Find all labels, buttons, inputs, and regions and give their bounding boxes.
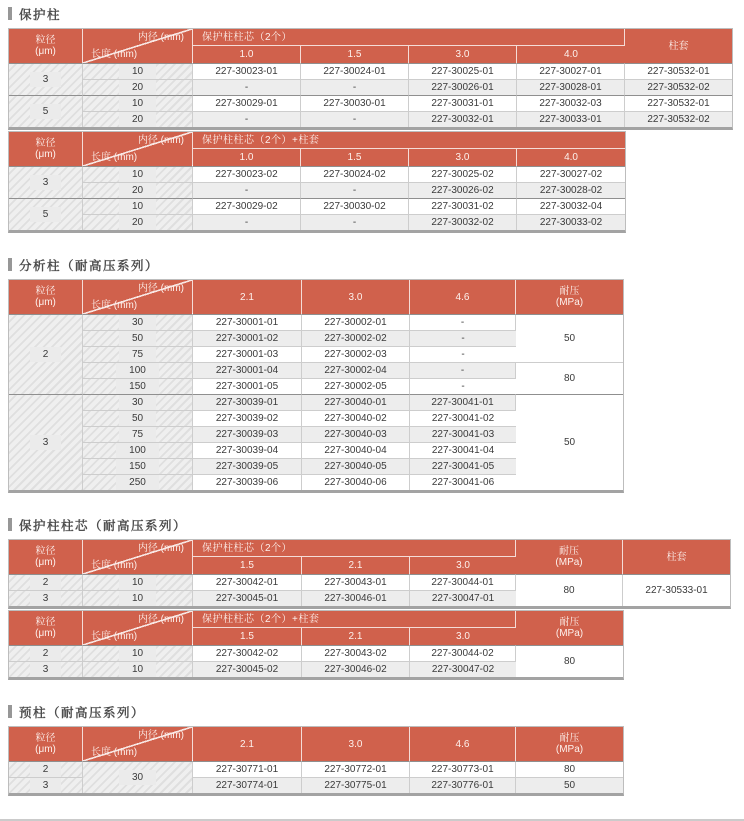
- header-row: [9, 727, 623, 761]
- part-number-cell: 227-30001-03: [193, 346, 302, 362]
- pressure-cell: 80: [516, 574, 623, 606]
- table-row: [9, 362, 623, 378]
- part-number-cell: -: [301, 79, 409, 95]
- section-title-text: 保护柱柱芯（耐高压系列）: [19, 517, 188, 533]
- size-header-cell: 3.0: [409, 46, 517, 63]
- particle-size-header: 粒径 (μm): [9, 132, 83, 166]
- part-number-cell: 227-30032-02: [409, 214, 517, 230]
- particle-size-header: 粒径 (μm): [9, 280, 83, 314]
- length-cell: 75: [83, 346, 193, 362]
- part-number-cell: 227-30044-02: [410, 645, 516, 661]
- section-title: [8, 256, 739, 273]
- part-number-cell: 227-30029-02: [193, 198, 301, 214]
- table-row: [9, 182, 625, 198]
- table-row: [9, 63, 732, 79]
- size-header-cell: 3.0: [410, 557, 516, 574]
- length-cell: 100: [83, 442, 193, 458]
- part-number-cell: 227-30002-04: [302, 362, 410, 378]
- length-label: 长度 (mm): [91, 49, 138, 60]
- table-row: [9, 166, 625, 182]
- part-number-cell: 227-30028-01: [517, 79, 625, 95]
- part-number-cell: 227-30039-04: [193, 442, 302, 458]
- part-number-cell: 227-30041-01: [410, 394, 516, 410]
- group-header: 保护柱柱芯（2个）+柱套: [193, 132, 625, 149]
- part-number-cell: 227-30027-02: [517, 166, 625, 182]
- part-number-cell: 227-30039-05: [193, 458, 302, 474]
- group-header: 保护柱柱芯（2个）: [193, 29, 625, 46]
- title-bar-icon: [8, 705, 12, 718]
- section-guard-column: [8, 5, 739, 233]
- part-number-cell: 227-30032-04: [517, 198, 625, 214]
- part-number-cell: 227-30773-01: [410, 761, 516, 777]
- part-number-cell: 227-30039-01: [193, 394, 302, 410]
- part-number-cell: 227-30039-06: [193, 474, 302, 490]
- pressure-cell: 50: [516, 394, 623, 490]
- length-cell: 20: [83, 111, 193, 127]
- particle-size-header: 粒径 (μm): [9, 29, 83, 63]
- part-number-cell: 227-30040-04: [302, 442, 410, 458]
- hp-guard-cartridge-with-sleeve-table: [9, 611, 623, 677]
- part-number-cell: 227-30030-02: [301, 198, 409, 214]
- hp-guard-cartridge-table-wrap: [8, 539, 731, 609]
- pressure-header: 耐压 (MPa): [516, 727, 623, 761]
- part-number-cell: 227-30029-01: [193, 95, 301, 111]
- particle-size-cell: 2: [9, 314, 83, 394]
- section-title: [8, 703, 739, 720]
- size-header-cell: 4.0: [517, 46, 625, 63]
- part-number-cell: 227-30032-03: [517, 95, 625, 111]
- analytical-column-table: [9, 280, 623, 490]
- pressure-cell: 50: [516, 314, 623, 362]
- length-cell: 30: [83, 761, 193, 793]
- length-cell: 20: [83, 182, 193, 198]
- section-title-text: 分析柱（耐高压系列）: [19, 257, 160, 273]
- part-number-cell: 227-30041-04: [410, 442, 516, 458]
- part-number-cell: -: [410, 314, 516, 330]
- part-number-cell: 227-30040-06: [302, 474, 410, 490]
- diagonal-header-cell: [83, 280, 193, 314]
- particle-size-header: 粒径 (μm): [9, 727, 83, 761]
- particle-size-cell: 3: [9, 590, 83, 606]
- part-number-cell: -: [410, 346, 516, 362]
- part-number-cell: 227-30047-02: [410, 661, 516, 677]
- part-number-cell: 227-30031-02: [409, 198, 517, 214]
- pressure-cell: 50: [516, 777, 623, 793]
- inner-diameter-label: 内径 (mm): [137, 32, 184, 43]
- part-number-cell: 227-30030-01: [301, 95, 409, 111]
- length-label: 长度 (mm): [91, 631, 138, 642]
- length-cell: 20: [83, 214, 193, 230]
- part-number-cell: 227-30024-02: [301, 166, 409, 182]
- size-header-cell: 4.6: [410, 280, 516, 314]
- length-label: 长度 (mm): [91, 560, 138, 571]
- part-number-cell: 227-30002-03: [302, 346, 410, 362]
- sleeve-header: 柱套: [625, 29, 732, 63]
- size-header-cell: 3.0: [410, 628, 516, 645]
- part-number-cell: 227-30042-02: [193, 645, 302, 661]
- part-number-cell: 227-30043-01: [302, 574, 410, 590]
- diagonal-header-cell: [83, 132, 193, 166]
- part-number-cell: -: [410, 330, 516, 346]
- part-number-cell: -: [193, 214, 301, 230]
- header-row: [9, 540, 730, 557]
- part-number-cell: 227-30001-04: [193, 362, 302, 378]
- part-number-cell: 227-30001-05: [193, 378, 302, 394]
- length-cell: 10: [83, 166, 193, 182]
- part-number-cell: 227-30028-02: [517, 182, 625, 198]
- length-cell: 250: [83, 474, 193, 490]
- part-number-cell: 227-30042-01: [193, 574, 302, 590]
- inner-diameter-label: 内径 (mm): [137, 730, 184, 741]
- part-number-cell: -: [193, 182, 301, 198]
- length-cell: 100: [83, 362, 193, 378]
- guard-column-cartridge-with-sleeve-table: [9, 132, 625, 230]
- length-cell: 150: [83, 378, 193, 394]
- title-bar-icon: [8, 7, 12, 20]
- length-cell: 30: [83, 394, 193, 410]
- part-number-cell: -: [193, 111, 301, 127]
- sleeve-cell: 227-30533-01: [623, 574, 730, 606]
- length-cell: 10: [83, 574, 193, 590]
- guard-column-cartridge-table: [9, 29, 732, 127]
- part-number-cell: -: [193, 79, 301, 95]
- length-cell: 10: [83, 645, 193, 661]
- pre-column-table-wrap: [8, 726, 624, 796]
- part-number-cell: -: [301, 214, 409, 230]
- particle-size-cell: 3: [9, 777, 83, 793]
- length-cell: 50: [83, 410, 193, 426]
- section-title: [8, 5, 739, 22]
- particle-size-cell: 3: [9, 63, 83, 95]
- length-cell: 10: [83, 95, 193, 111]
- part-number-cell: 227-30027-01: [517, 63, 625, 79]
- part-number-cell: 227-30039-02: [193, 410, 302, 426]
- table-row: [9, 574, 730, 590]
- part-number-cell: 227-30002-05: [302, 378, 410, 394]
- particle-size-cell: 2: [9, 761, 83, 777]
- pre-column-table: [9, 727, 623, 793]
- inner-diameter-label: 内径 (mm): [137, 614, 184, 625]
- group-header: 保护柱柱芯（2个）: [193, 540, 516, 557]
- section-title-text: 保护柱: [19, 6, 62, 22]
- part-number-cell: 227-30046-02: [302, 661, 410, 677]
- length-cell: 30: [83, 314, 193, 330]
- length-cell: 75: [83, 426, 193, 442]
- size-header-cell: 1.0: [193, 46, 301, 63]
- part-number-cell: 227-30041-06: [410, 474, 516, 490]
- part-number-cell: 227-30040-03: [302, 426, 410, 442]
- guard-column-cartridge-table-wrap: [8, 28, 733, 130]
- section-pre-column: [8, 703, 739, 796]
- part-number-cell: 227-30033-01: [517, 111, 625, 127]
- part-number-cell: 227-30040-05: [302, 458, 410, 474]
- particle-size-header: 粒径 (μm): [9, 611, 83, 645]
- part-number-cell: 227-30024-01: [301, 63, 409, 79]
- analytical-column-table-wrap: [8, 279, 624, 493]
- part-number-cell: 227-30026-02: [409, 182, 517, 198]
- part-number-cell: 227-30032-01: [409, 111, 517, 127]
- part-number-cell: 227-30023-02: [193, 166, 301, 182]
- inner-diameter-label: 内径 (mm): [137, 283, 184, 294]
- sleeve-cell: 227-30532-02: [625, 111, 732, 127]
- part-number-cell: 227-30039-03: [193, 426, 302, 442]
- sleeve-cell: 227-30532-01: [625, 95, 732, 111]
- part-number-cell: 227-30025-02: [409, 166, 517, 182]
- length-cell: 10: [83, 198, 193, 214]
- size-header-cell: 1.5: [193, 628, 302, 645]
- pressure-cell: 80: [516, 645, 623, 677]
- size-header-cell: 3.0: [302, 280, 410, 314]
- table-row: [9, 79, 732, 95]
- table-row: [9, 95, 732, 111]
- length-cell: 10: [83, 661, 193, 677]
- header-row: [9, 132, 625, 149]
- section-title: [8, 516, 739, 533]
- inner-diameter-label: 内径 (mm): [137, 135, 184, 146]
- diagonal-header-cell: [83, 727, 193, 761]
- part-number-cell: 227-30001-01: [193, 314, 302, 330]
- part-number-cell: 227-30025-01: [409, 63, 517, 79]
- part-number-cell: 227-30045-01: [193, 590, 302, 606]
- title-bar-icon: [8, 518, 12, 531]
- particle-size-cell: 3: [9, 166, 83, 198]
- size-header-cell: 2.1: [193, 280, 302, 314]
- particle-size-cell: 3: [9, 661, 83, 677]
- part-number-cell: 227-30041-05: [410, 458, 516, 474]
- particle-size-cell: 3: [9, 394, 83, 490]
- particle-size-cell: 2: [9, 574, 83, 590]
- diagonal-header-cell: [83, 540, 193, 574]
- part-number-cell: 227-30046-01: [302, 590, 410, 606]
- size-header-cell: 1.5: [193, 557, 302, 574]
- sleeve-cell: 227-30532-02: [625, 79, 732, 95]
- pressure-header: 耐压 (MPa): [516, 540, 623, 574]
- part-number-cell: 227-30045-02: [193, 661, 302, 677]
- sleeve-cell: 227-30532-01: [625, 63, 732, 79]
- section-hp-guard-cartridge: [8, 516, 739, 680]
- table-row: [9, 761, 623, 777]
- size-header-cell: 3.0: [302, 727, 410, 761]
- particle-size-cell: 5: [9, 95, 83, 127]
- part-number-cell: 227-30040-02: [302, 410, 410, 426]
- size-header-cell: 1.0: [193, 149, 301, 166]
- part-number-cell: -: [301, 182, 409, 198]
- size-header-cell: 2.1: [193, 727, 302, 761]
- size-header-cell: 2.1: [302, 628, 410, 645]
- length-label: 长度 (mm): [91, 152, 138, 163]
- table-row: [9, 394, 623, 410]
- title-bar-icon: [8, 258, 12, 271]
- section-title-text: 预柱（耐高压系列）: [19, 704, 146, 720]
- section-analytical-column: [8, 256, 739, 493]
- part-number-cell: 227-30040-01: [302, 394, 410, 410]
- part-number-cell: 227-30001-02: [193, 330, 302, 346]
- part-number-cell: 227-30772-01: [302, 761, 410, 777]
- length-cell: 20: [83, 79, 193, 95]
- part-number-cell: 227-30023-01: [193, 63, 301, 79]
- length-cell: 10: [83, 590, 193, 606]
- part-number-cell: 227-30031-01: [409, 95, 517, 111]
- part-number-cell: 227-30776-01: [410, 777, 516, 793]
- length-cell: 10: [83, 63, 193, 79]
- table-row: [9, 214, 625, 230]
- inner-diameter-label: 内径 (mm): [137, 543, 184, 554]
- size-header-cell: 1.5: [301, 46, 409, 63]
- part-number-cell: 227-30041-02: [410, 410, 516, 426]
- table-row: [9, 111, 732, 127]
- group-header: 保护柱柱芯（2个）+柱套: [193, 611, 516, 628]
- part-number-cell: 227-30044-01: [410, 574, 516, 590]
- part-number-cell: -: [410, 378, 516, 394]
- part-number-cell: 227-30026-01: [409, 79, 517, 95]
- particle-size-cell: 5: [9, 198, 83, 230]
- particle-size-header: 粒径 (μm): [9, 540, 83, 574]
- length-label: 长度 (mm): [91, 300, 138, 311]
- size-header-cell: 2.1: [302, 557, 410, 574]
- part-number-cell: 227-30774-01: [193, 777, 302, 793]
- hp-guard-cartridge-sleeve-table-wrap: [8, 610, 624, 680]
- length-label: 长度 (mm): [91, 747, 138, 758]
- size-header-cell: 1.5: [301, 149, 409, 166]
- guard-column-cartridge-sleeve-table-wrap: [8, 131, 626, 233]
- part-number-cell: 227-30047-01: [410, 590, 516, 606]
- sleeve-header: 柱套: [623, 540, 730, 574]
- size-header-cell: 4.6: [410, 727, 516, 761]
- pressure-cell: 80: [516, 362, 623, 394]
- hp-guard-cartridge-table: [9, 540, 730, 606]
- header-row: [9, 611, 623, 628]
- part-number-cell: 227-30041-03: [410, 426, 516, 442]
- diagonal-header-cell: [83, 611, 193, 645]
- diagonal-header-cell: [83, 29, 193, 63]
- particle-size-cell: 2: [9, 645, 83, 661]
- length-cell: 50: [83, 330, 193, 346]
- pressure-cell: 80: [516, 761, 623, 777]
- table-row: [9, 645, 623, 661]
- part-number-cell: 227-30775-01: [302, 777, 410, 793]
- part-number-cell: -: [410, 362, 516, 378]
- length-cell: 150: [83, 458, 193, 474]
- table-row: [9, 198, 625, 214]
- header-row: [9, 29, 732, 46]
- header-row: [9, 280, 623, 314]
- size-header-cell: 4.0: [517, 149, 625, 166]
- part-number-cell: 227-30002-02: [302, 330, 410, 346]
- pressure-header: 耐压 (MPa): [516, 611, 623, 645]
- part-number-cell: 227-30043-02: [302, 645, 410, 661]
- part-number-cell: 227-30033-02: [517, 214, 625, 230]
- size-header-cell: 3.0: [409, 149, 517, 166]
- part-number-cell: 227-30002-01: [302, 314, 410, 330]
- pressure-header: 耐压 (MPa): [516, 280, 623, 314]
- table-row: [9, 314, 623, 330]
- part-number-cell: -: [301, 111, 409, 127]
- part-number-cell: 227-30771-01: [193, 761, 302, 777]
